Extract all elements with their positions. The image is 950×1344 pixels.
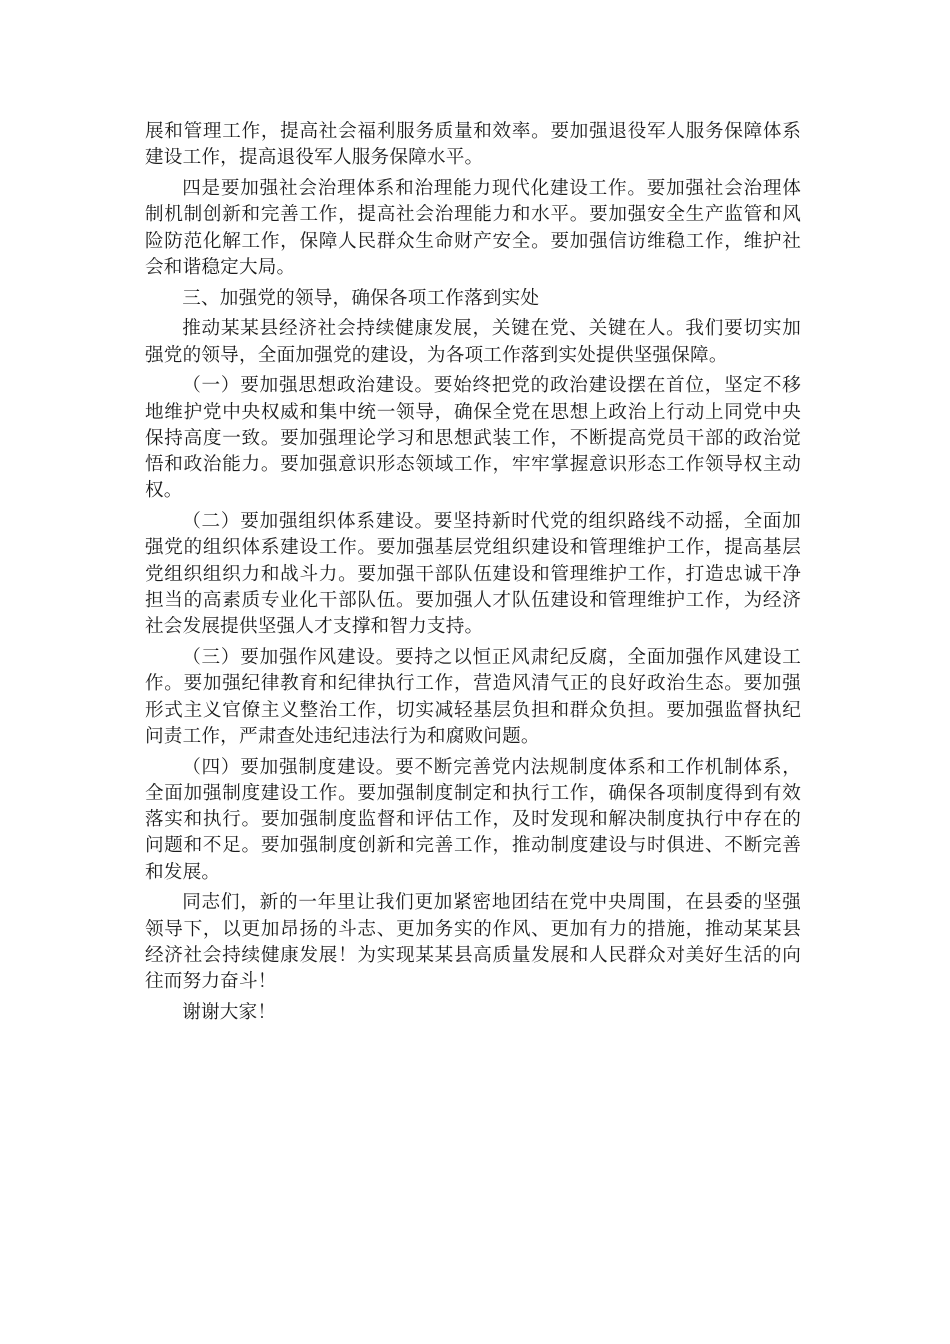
- paragraph-organization-building: （二）要加强组织体系建设。要坚持新时代党的组织路线不动摇，全面加强党的组织体系建设工作。要加强基层党组织建设和管理维护工作，提高基层党组织组织力和战斗力。要加强干部队伍建设和管理维护工作，打造忠诚干净担当的高素质专业化干部队伍。要加强人才队伍建设和管理维护工作，为经济社会发展提供坚强人才支撑和智力支持。: [145, 511, 801, 638]
- paragraph-continuation: 展和管理工作，提高社会福利服务质量和效率。要加强退役军人服务保障体系建设工作，提高退役军人服务保障水平。: [145, 121, 801, 169]
- paragraph-closing-call: 同志们，新的一年里让我们更加紧密地团结在党中央周围，在县委的坚强领导下，以更加昂扬的斗志、更加务实的作风、更加有力的措施，推动某某县经济社会持续健康发展！为实现某某县高质量发展和人民群众对美好生活的向往而努力奋斗！: [145, 892, 801, 993]
- paragraph-party-intro: 推动某某县经济社会持续健康发展，关键在党、关键在人。我们要切实加强党的领导，全面加强党的建设，为各项工作落到实处提供坚强保障。: [145, 318, 801, 366]
- paragraph-political-building: （一）要加强思想政治建设。要始终把党的政治建设摆在首位，坚定不移地维护党中央权威和集中统一领导，确保全党在思想上政治上行动上同党中央保持高度一致。要加强理论学习和思想武装工作，不断提高党员干部的政治觉悟和政治能力。要加强意识形态领域工作，牢牢掌握意识形态工作领导权主动权。: [145, 375, 801, 502]
- section-heading-party-leadership: 三、加强党的领导，确保各项工作落到实处: [182, 287, 540, 309]
- paragraph-thanks: 谢谢大家！: [182, 1002, 277, 1024]
- paragraph-social-governance: 四是要加强社会治理体系和治理能力现代化建设工作。要加强社会治理体制机制创新和完善工作，提高社会治理能力和水平。要加强安全生产监管和风险防范化解工作，保障人民群众生命财产安全。要加强信访维稳工作，维护社会和谐稳定大局。: [145, 177, 801, 278]
- paragraph-work-style-building: （三）要加强作风建设。要持之以恒正风肃纪反腐，全面加强作风建设工作。要加强纪律教育和纪律执行工作，营造风清气正的良好政治生态。要加强形式主义官僚主义整治工作，切实减轻基层负担和群众负担。要加强监督执纪问责工作，严肃查处违纪违法行为和腐败问题。: [145, 646, 801, 747]
- paragraph-institution-building: （四）要加强制度建设。要不断完善党内法规制度体系和工作机制体系，全面加强制度建设工作。要加强制度制定和执行工作，确保各项制度得到有效落实和执行。要加强制度监督和评估工作，及时发现和解决制度执行中存在的问题和不足。要加强制度创新和完善工作，推动制度建设与时俱进、不断完善和发展。: [145, 756, 801, 883]
- document-body: [145, 119, 801, 1026]
